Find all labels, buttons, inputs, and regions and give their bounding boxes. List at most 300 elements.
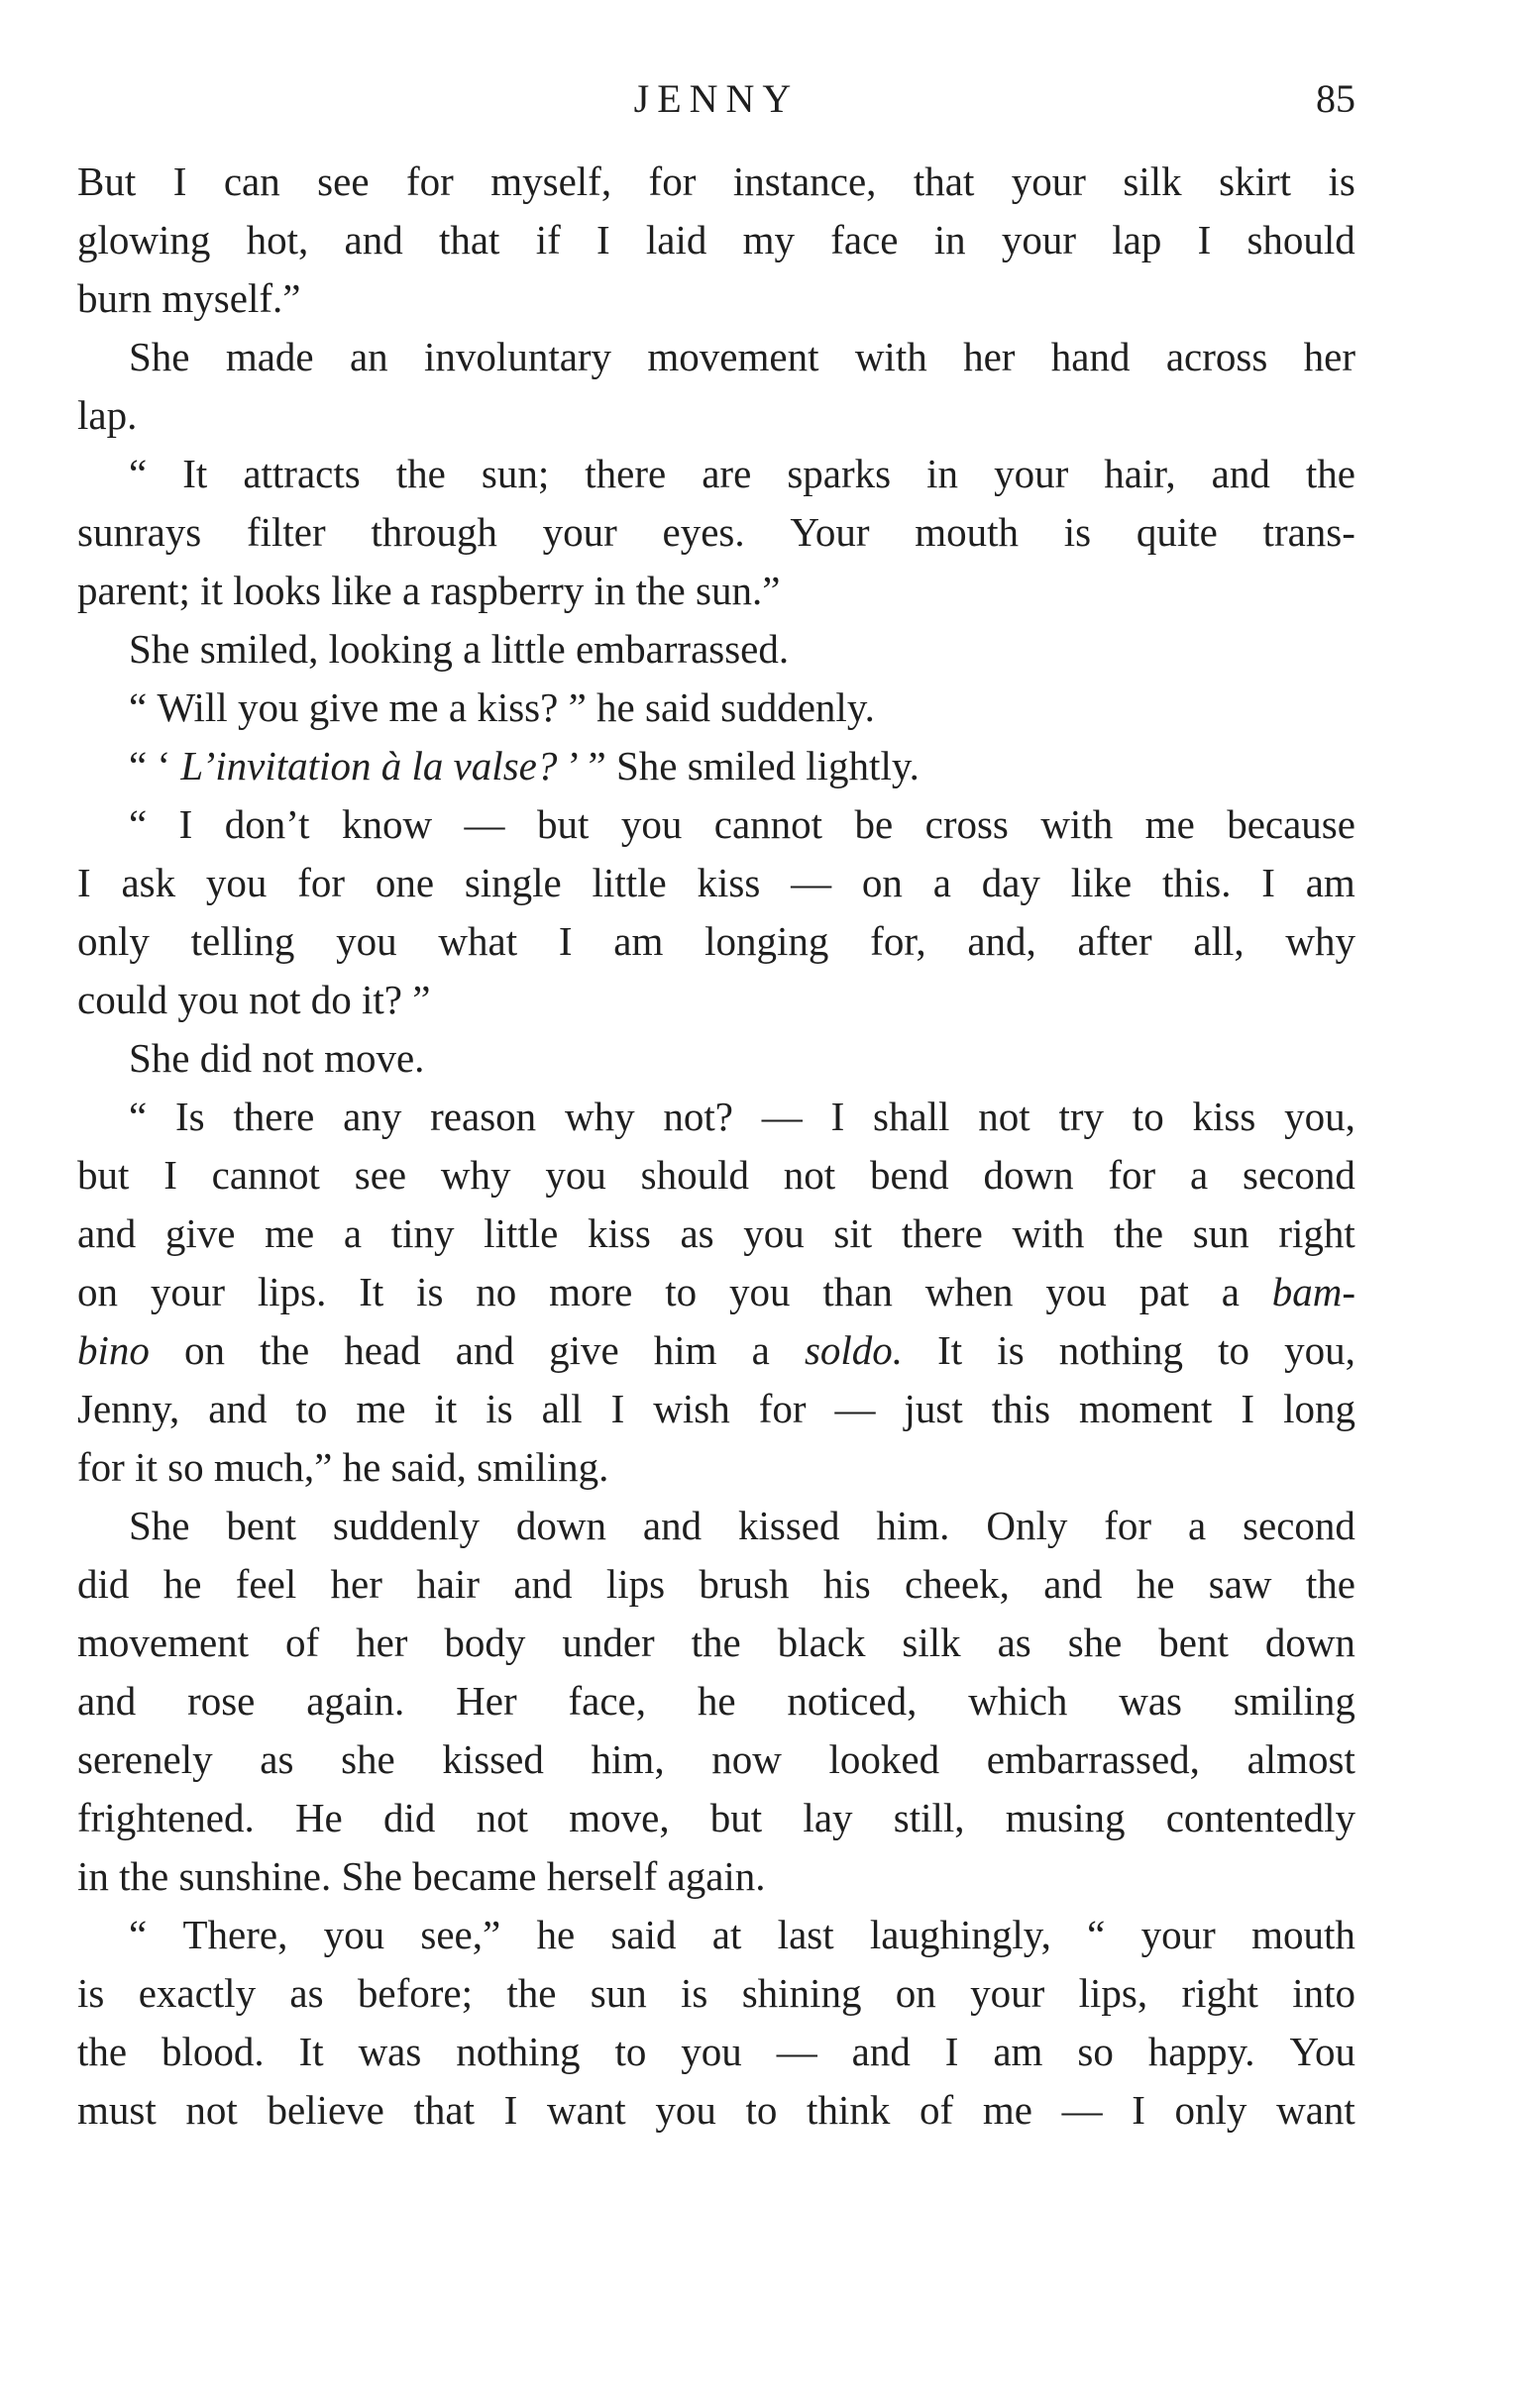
word: rose	[187, 1678, 256, 1724]
word: move.	[324, 1035, 425, 1081]
word: ”	[412, 977, 431, 1022]
word: you	[205, 860, 268, 905]
word: for	[1104, 1503, 1152, 1548]
word: face,	[568, 1678, 646, 1724]
word: shining	[741, 1970, 862, 2016]
word: if	[535, 217, 561, 262]
word: not	[476, 1795, 529, 1840]
word: give	[308, 684, 389, 730]
word: the	[691, 1620, 741, 1665]
word: right	[1181, 1970, 1258, 2016]
word: suddenly	[332, 1503, 480, 1548]
word: lips.	[257, 1269, 327, 1314]
word: not	[783, 1152, 836, 1198]
word: It	[298, 2029, 324, 2074]
word: you	[681, 2029, 742, 2074]
word: lay	[803, 1795, 853, 1840]
word: your	[1140, 1912, 1216, 1957]
word: there	[901, 1210, 983, 1256]
word: feel	[235, 1561, 297, 1607]
word: him,	[591, 1736, 665, 1782]
word: you	[323, 1912, 385, 1957]
text-line	[77, 1321, 1355, 1380]
word: than	[822, 1269, 893, 1314]
word: and	[642, 1503, 703, 1548]
word: want	[546, 2087, 626, 2133]
word: hand	[1050, 334, 1131, 379]
word: ‘	[157, 743, 181, 788]
word: like	[331, 568, 402, 613]
word: he	[596, 684, 645, 730]
text-line	[77, 328, 1355, 386]
word: became	[412, 1853, 547, 1899]
word: sit	[833, 1210, 873, 1256]
word: the	[395, 451, 446, 496]
word: you	[1045, 1269, 1107, 1314]
word: your	[970, 1970, 1045, 2016]
word: glowing	[77, 217, 211, 262]
word: sunshine.	[178, 1853, 342, 1899]
word: your	[542, 509, 617, 555]
word: he	[1136, 1561, 1175, 1607]
word: silk	[902, 1620, 961, 1665]
text-line	[77, 153, 1355, 211]
word: valse?	[453, 743, 568, 788]
word: there	[585, 451, 667, 496]
word: little	[484, 1210, 559, 1256]
word: in	[594, 568, 636, 613]
word: I	[1241, 1386, 1255, 1431]
word: he	[697, 1678, 736, 1724]
word: I	[178, 801, 193, 847]
word: more	[549, 1269, 633, 1314]
word: bam-	[1271, 1269, 1355, 1314]
word: pat	[1138, 1269, 1189, 1314]
word: the	[506, 1970, 557, 2016]
word: embarrassed.	[575, 626, 790, 672]
word: of	[920, 2087, 954, 2133]
word: and	[77, 1210, 137, 1256]
word: that	[413, 2087, 475, 2133]
word: the	[1305, 451, 1355, 496]
text-line	[77, 2023, 1355, 2081]
word: did	[77, 1561, 130, 1607]
word: a	[1187, 1503, 1207, 1548]
word: and	[1043, 1561, 1103, 1607]
word: before;	[357, 1970, 473, 2016]
word: his	[822, 1561, 871, 1607]
word: “	[129, 684, 158, 730]
word: ”	[588, 743, 616, 788]
word: why	[564, 1094, 635, 1139]
word: She	[129, 1035, 200, 1081]
word: when	[924, 1269, 1014, 1314]
word: “	[129, 743, 158, 788]
word: for,	[870, 918, 926, 964]
word: I	[1132, 2087, 1145, 2133]
word: not	[262, 1035, 325, 1081]
word: black	[777, 1620, 866, 1665]
word: It	[359, 1269, 384, 1314]
word: to	[1132, 1094, 1164, 1139]
word: with	[1040, 801, 1114, 847]
word: bend	[869, 1152, 949, 1198]
word: with	[854, 334, 927, 379]
word: L’invitation	[180, 743, 381, 788]
word: —	[761, 1094, 803, 1139]
word: a	[448, 684, 478, 730]
text-line	[77, 1497, 1355, 1555]
word: laughingly,	[869, 1912, 1051, 1957]
word: kissed	[442, 1736, 544, 1782]
word: day	[981, 860, 1040, 905]
word: at	[711, 1912, 742, 1957]
word: like	[1070, 860, 1133, 905]
word: try	[1058, 1094, 1104, 1139]
word: burn	[77, 275, 162, 321]
word: eyes.	[662, 509, 745, 555]
word: happy.	[1147, 2029, 1255, 2074]
word: much,”	[213, 1444, 343, 1490]
word: She	[615, 743, 688, 788]
word: know	[341, 801, 433, 847]
word: just	[904, 1386, 963, 1431]
text-line	[77, 1964, 1355, 2023]
word: —	[776, 2029, 817, 2074]
word: last	[777, 1912, 834, 1957]
word: myself,	[490, 158, 612, 204]
word: do	[310, 977, 362, 1022]
word: exactly	[138, 1970, 257, 2016]
word: this	[991, 1386, 1051, 1431]
word: body	[444, 1620, 526, 1665]
word: as	[260, 1736, 294, 1782]
word: did	[382, 1795, 436, 1840]
word: looks	[233, 568, 332, 613]
text-line	[77, 1614, 1355, 1672]
word: looking	[328, 626, 464, 672]
word: ’	[567, 743, 589, 788]
word: him.	[876, 1503, 950, 1548]
word: he	[342, 1444, 391, 1490]
word: I	[163, 1152, 177, 1198]
word: I	[610, 1386, 625, 1431]
running-head	[77, 69, 1355, 129]
word: “	[1087, 1912, 1106, 1957]
word: for	[297, 860, 346, 905]
word: for	[1108, 1152, 1156, 1198]
word: made	[225, 334, 314, 379]
word: to	[295, 1386, 328, 1431]
word: to	[614, 2029, 647, 2074]
word: all	[541, 1386, 583, 1431]
word: you	[655, 2087, 716, 2133]
word: your	[150, 1269, 225, 1314]
word: it	[200, 568, 234, 613]
word: wish	[653, 1386, 730, 1431]
word: she	[1067, 1620, 1123, 1665]
word: lips	[605, 1561, 666, 1607]
word: for	[77, 1444, 136, 1490]
word: you	[336, 918, 397, 964]
word: her	[330, 1561, 382, 1607]
word: face	[830, 217, 899, 262]
word: move,	[569, 1795, 670, 1840]
word: still,	[893, 1795, 965, 1840]
word: you	[177, 977, 250, 1022]
word: She	[129, 334, 190, 379]
text-line	[77, 211, 1355, 269]
word: I	[596, 217, 610, 262]
word: you	[545, 1152, 606, 1198]
word: why	[440, 1152, 511, 1198]
word: She	[129, 626, 200, 672]
word: in	[933, 217, 966, 262]
word: I	[503, 2087, 518, 2133]
word: sun.”	[696, 568, 781, 613]
word: your	[994, 451, 1069, 496]
word: is	[77, 1970, 105, 2016]
word: ”	[568, 684, 597, 730]
text-line	[77, 445, 1355, 503]
word: It	[182, 451, 208, 496]
word: herself	[546, 1853, 668, 1899]
word: are	[702, 451, 752, 496]
word: see	[354, 1152, 407, 1198]
word: of	[285, 1620, 320, 1665]
word: give	[164, 1210, 236, 1256]
word: a	[401, 568, 431, 613]
word: for	[648, 158, 697, 204]
word: you	[620, 801, 683, 847]
word: believe	[267, 2087, 384, 2133]
word: don’t	[224, 801, 310, 847]
word: cheek,	[905, 1561, 1010, 1607]
word: with	[1012, 1210, 1085, 1256]
word: as	[680, 1210, 714, 1256]
word: it?	[362, 977, 413, 1022]
word: your	[1011, 158, 1086, 204]
word: cannot	[713, 801, 823, 847]
word: any	[343, 1094, 402, 1139]
word: trans-	[1262, 509, 1355, 555]
word: there	[233, 1094, 315, 1139]
word: not	[978, 1094, 1030, 1139]
word: lightly.	[806, 743, 920, 788]
text-line	[77, 737, 1355, 795]
word: à	[380, 743, 412, 788]
word: bino	[77, 1327, 150, 1373]
word: “	[129, 1912, 148, 1957]
word: down	[983, 1152, 1074, 1198]
word: because	[1227, 801, 1355, 847]
text-line	[77, 2081, 1355, 2140]
word: I	[77, 860, 91, 905]
word: Your	[790, 509, 870, 555]
word: is	[416, 1269, 444, 1314]
word: serenely	[77, 1736, 213, 1782]
word: want	[1276, 2087, 1355, 2133]
word: smiling.	[477, 1444, 609, 1490]
word: was	[358, 2029, 422, 2074]
word: lips,	[1078, 1970, 1148, 2016]
running-title: JENNY	[633, 76, 800, 121]
word: attracts	[243, 451, 361, 496]
word: embarrassed,	[986, 1736, 1200, 1782]
word: think	[807, 2087, 891, 2133]
word: is	[681, 1970, 708, 2016]
word: little	[592, 860, 667, 905]
text-line	[77, 971, 1355, 1029]
word: a	[343, 1210, 363, 1256]
word: She	[129, 1503, 190, 1548]
word: to	[665, 1269, 698, 1314]
word: a	[751, 1327, 770, 1373]
word: I	[1197, 217, 1212, 262]
word: am	[993, 2029, 1043, 2074]
word: must	[77, 2087, 157, 2133]
word: She	[341, 1853, 413, 1899]
word: the	[635, 568, 696, 613]
word: through	[371, 509, 497, 555]
word: head	[344, 1327, 421, 1373]
word: skirt	[1219, 158, 1292, 204]
text-line	[77, 854, 1355, 912]
text-line	[77, 269, 1355, 328]
word: him	[653, 1327, 717, 1373]
text-line	[77, 1730, 1355, 1789]
word: the	[119, 1853, 179, 1899]
word: be	[854, 801, 894, 847]
word: an	[349, 334, 388, 379]
word: you	[743, 1210, 805, 1256]
word: “	[129, 801, 148, 847]
word: what	[438, 918, 518, 964]
word: —	[834, 1386, 876, 1431]
word: the	[1114, 1210, 1164, 1256]
word: can	[223, 158, 280, 204]
word: and	[208, 1386, 268, 1431]
word: longing	[704, 918, 829, 964]
word: and	[344, 217, 403, 262]
word: Only	[986, 1503, 1068, 1548]
word: her	[356, 1620, 408, 1665]
word: after	[1077, 918, 1152, 964]
text-line	[77, 562, 1355, 620]
word: now	[711, 1736, 782, 1782]
word: one	[375, 860, 435, 905]
text-line	[77, 1672, 1355, 1730]
word: it	[135, 1444, 168, 1490]
word: my	[742, 217, 795, 262]
word: a	[1189, 1152, 1209, 1198]
word: —	[1061, 2087, 1103, 2133]
word: movement	[647, 334, 819, 379]
word: raspberry	[430, 568, 595, 613]
word: but	[536, 801, 590, 847]
word: laid	[645, 217, 707, 262]
word: bent	[1158, 1620, 1229, 1665]
text-line	[77, 679, 1355, 737]
word: sunrays	[77, 509, 202, 555]
word: telling	[190, 918, 295, 964]
word: nothing	[456, 2029, 581, 2074]
word: ask	[121, 860, 176, 905]
word: why	[1285, 918, 1355, 964]
word: across	[1165, 334, 1268, 379]
word: her	[963, 334, 1016, 379]
text-line	[77, 1789, 1355, 1847]
word: kiss	[1192, 1094, 1256, 1139]
word: only	[1174, 2087, 1247, 2133]
word: the	[77, 2029, 128, 2074]
text-line	[77, 386, 1355, 445]
word: not	[249, 977, 311, 1022]
word: could	[77, 977, 178, 1022]
word: you,	[1284, 1327, 1355, 1373]
word: —	[791, 860, 832, 905]
word: musing	[1005, 1795, 1126, 1840]
word: am	[613, 918, 664, 964]
word: she	[341, 1736, 395, 1782]
word: “	[129, 451, 148, 496]
word: and	[455, 1327, 514, 1373]
word: But	[77, 158, 137, 204]
text-line	[77, 1438, 1355, 1497]
word: for	[758, 1386, 807, 1431]
text-line	[77, 620, 1355, 679]
word: and	[77, 1678, 137, 1724]
text-line	[77, 1146, 1355, 1204]
text-line	[77, 1263, 1355, 1321]
word: on	[184, 1327, 225, 1373]
word: I	[558, 918, 573, 964]
word: and	[1211, 451, 1270, 496]
word: to	[745, 2087, 778, 2133]
word: should	[640, 1152, 749, 1198]
word: sun	[1192, 1210, 1249, 1256]
word: mouth	[1251, 1912, 1355, 1957]
word: to	[1218, 1327, 1250, 1373]
word: soldo.	[804, 1327, 904, 1373]
word: right	[1278, 1210, 1355, 1256]
word: silk	[1123, 158, 1182, 204]
word: and	[513, 1561, 573, 1607]
word: shall	[873, 1094, 950, 1139]
word: “	[129, 1094, 148, 1139]
word: and,	[967, 918, 1036, 964]
word: this.	[1161, 860, 1232, 905]
word: second	[1243, 1503, 1355, 1548]
word: parent;	[77, 568, 201, 613]
word: cross	[924, 801, 1009, 847]
word: should	[1246, 217, 1355, 262]
word: your	[1001, 217, 1076, 262]
word: give	[549, 1327, 619, 1373]
word: said	[610, 1912, 677, 1957]
word: and	[851, 2029, 911, 2074]
word: on	[895, 1970, 936, 2016]
text-line	[77, 1906, 1355, 1964]
word: la	[411, 743, 454, 788]
word: me	[1144, 801, 1195, 847]
word: smiled,	[199, 626, 329, 672]
word: under	[562, 1620, 655, 1665]
word: looked	[828, 1736, 940, 1782]
word: smiling	[1233, 1678, 1355, 1724]
word: kissed	[737, 1503, 840, 1548]
word: sun	[590, 1970, 647, 2016]
